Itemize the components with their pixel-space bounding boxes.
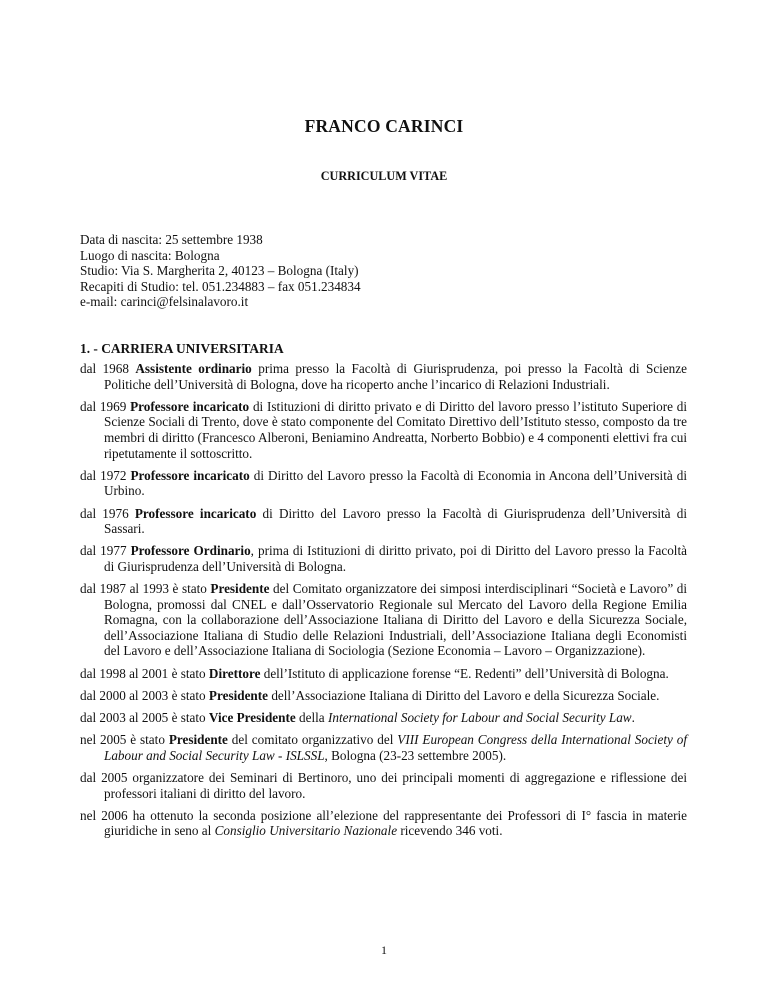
entry-role: Professore incaricato bbox=[130, 398, 250, 414]
entry-italic: International Society for Labour and Social Security Law bbox=[327, 710, 632, 726]
career-entry bbox=[80, 361, 687, 392]
personal-info bbox=[80, 232, 700, 310]
entry-text: di Diritto del Lavoro presso la Facoltà di Giurisprudenza dell’Università di Sassari. bbox=[104, 505, 687, 537]
entry-italic: Consiglio Universitario Nazionale bbox=[214, 823, 398, 839]
email-address: e-mail: carinci@felsinalavoro.it bbox=[80, 294, 249, 310]
entry-lead: dal 1972 bbox=[80, 467, 131, 483]
office-contacts: Recapiti di Studio: tel. 051.234883 – fax 051.234834 bbox=[80, 278, 361, 294]
entry-lead: dal 1969 bbox=[80, 398, 131, 414]
office-address: Studio: Via S. Margherita 2, 40123 – Bologna (Italy) bbox=[80, 263, 359, 279]
entry-role: Professore incaricato bbox=[134, 505, 257, 521]
career-entry bbox=[80, 666, 687, 682]
entry-lead: dal 2000 al 2003 è stato bbox=[80, 687, 209, 703]
entry-role: Presidente bbox=[208, 687, 269, 703]
career-entry bbox=[80, 770, 687, 801]
entry-text: di Istituzioni di diritto privato e di Diritto del lavoro presso l’istituto Superiore di Scienze Sociali di Trento, dove è stato componente del Comitato Direttivo dell’Istituto stesso, composto da tre membri di diritto (Francesco Alberoni, Beniamino Andreatta, Norberto Bobbio) e 4 componenti elettivi fra cui ripetutamente il sottoscritto. bbox=[104, 398, 688, 461]
career-entry bbox=[80, 710, 687, 726]
entry-text: del Comitato organizzatore dei simposi interdisciplinari “Società e Lavoro” di Bologna, promossi dal CNEL e dall’Osservatorio Regionale sul Mercato del Lavoro della Regione Emilia Romagna, con la collaborazione dell’Associazione Italiana di Diritto del Lavoro e della Sicurezza Sociale, dell’Associazione Italiana di Studio delle Relazioni Industriali, dell’Associazione Italiana degli Economisti del Lavoro e dell’Associazione Italiana di Sociologia (Sezione Economia – Lavoro – Organizzazione). bbox=[104, 581, 687, 659]
career-entry bbox=[80, 732, 687, 763]
entry-text: dell’Istituto di applicazione forense “E. Redenti” dell’Università di Bologna. bbox=[260, 665, 669, 681]
career-entry bbox=[80, 543, 687, 574]
entry-italic: VIII European Congress della International Society of Labour and Social Security Law - ISLSSL bbox=[104, 732, 687, 763]
entry-text: della bbox=[295, 710, 328, 726]
entry-role: Presidente bbox=[168, 732, 228, 748]
entry-text: dell’Associazione Italiana di Diritto del Lavoro e della Sicurezza Sociale. bbox=[268, 687, 660, 703]
entry-tail: ricevendo 346 voti. bbox=[397, 823, 503, 839]
entry-lead: dal 1998 al 2001 è stato bbox=[80, 665, 209, 681]
career-entry bbox=[80, 399, 687, 461]
entry-tail: . bbox=[631, 710, 635, 726]
entry-lead: dal 2003 al 2005 è stato bbox=[80, 710, 209, 726]
entry-role: Assistente ordinario bbox=[135, 361, 252, 376]
entry-role: Presidente bbox=[210, 581, 270, 597]
career-entries bbox=[80, 361, 687, 846]
entry-role: Professore incaricato bbox=[130, 467, 250, 483]
document-subtitle: CURRICULUM VITAE bbox=[320, 169, 448, 183]
entry-lead: dal 1987 al 1993 è stato bbox=[80, 581, 211, 597]
entry-lead: dal 1977 bbox=[80, 543, 131, 559]
birth-date: Data di nascita: 25 settembre 1938 bbox=[80, 232, 263, 247]
entry-text: prima presso la Facoltà di Giurisprudenza, poi presso la Facoltà di Scienze Politiche dell’Università di Bologna, dove ha ricoperto anche l’incarico di Relazioni Industriali. bbox=[104, 361, 687, 392]
page-number: 1 bbox=[381, 943, 387, 957]
section-heading: 1. - CARRIERA UNIVERSITARIA bbox=[80, 341, 284, 356]
career-entry bbox=[80, 808, 687, 839]
entry-lead: dal 1976 bbox=[80, 505, 135, 521]
entry-lead: dal 2005 organizzatore dei Seminari di Bertinoro, uno dei principali momenti di aggregazione e riflessione dei professori italiani di diritto del lavoro. bbox=[80, 770, 687, 801]
career-entry bbox=[80, 688, 687, 704]
entry-role: Direttore bbox=[208, 665, 261, 681]
career-entry bbox=[80, 468, 687, 499]
entry-role: Professore Ordinario bbox=[130, 543, 251, 559]
entry-text: del comitato organizzativo del bbox=[227, 732, 398, 748]
entry-tail: , Bologna (23-23 settembre 2005). bbox=[324, 747, 507, 763]
entry-lead: nel 2005 è stato bbox=[80, 732, 169, 748]
entry-lead: nel 2006 ha ottenuto la seconda posizione all’elezione del rappresentante dei Professori di I° fascia in materie giuridiche in seno al bbox=[80, 807, 687, 839]
page-title: FRANCO CARINCI bbox=[304, 116, 464, 136]
entry-text: , prima di Istituzioni di diritto privato, poi di Diritto del Lavoro presso la Facoltà di Giurisprudenza dell’Università di Bologna. bbox=[104, 543, 687, 574]
career-entry bbox=[80, 506, 687, 537]
entry-role: Vice Presidente bbox=[208, 710, 296, 726]
entry-text: di Diritto del Lavoro presso la Facoltà di Economia in Ancona dell’Università di Urbino. bbox=[104, 467, 687, 499]
entry-lead: dal 1968 bbox=[80, 361, 136, 376]
birth-place: Luogo di nascita: Bologna bbox=[80, 247, 220, 263]
career-entry bbox=[80, 581, 687, 659]
